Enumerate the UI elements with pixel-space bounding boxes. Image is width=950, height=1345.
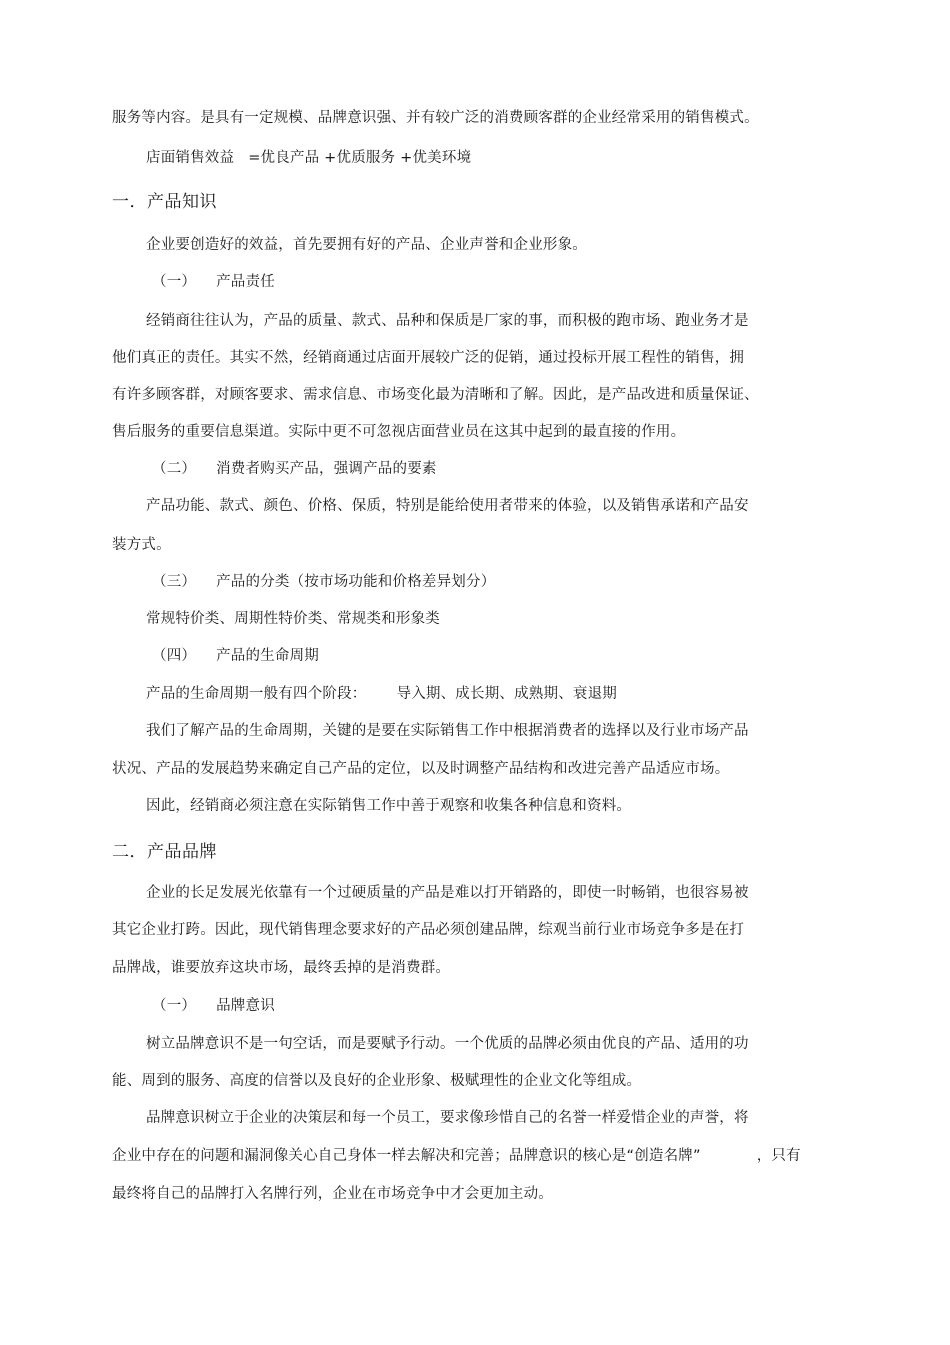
subheading-purchase-factors [152,459,437,479]
formula-label: 店面销售效益 [146,150,235,166]
intro-paragraph-line: 服务等内容。是具有一定规模、品牌意识强、并有较广泛的消费顾客群的企业经常采用的销售模式。 [112,110,759,126]
subheading-product-lifecycle [152,646,319,666]
subheading-title: 产品的生命周期 [216,648,320,664]
subheading-number: （三） [152,574,197,590]
subheading-title: 消费者购买产品，强调产品的要素 [216,461,437,477]
paragraph-line: 有许多顾客群，对顾客要求、需求信息、市场变化最为清晰和了解。因此，是产品改进和质量保证、 [112,387,759,403]
stages-label: 产品的生命周期一般有四个阶段： [146,686,367,702]
subheading-title: 产品责任 [216,274,275,290]
paragraph-line: 企业的长足发展光依靠有一个过硬质量的产品是难以打开销路的，即使一时畅销，也很容易被 [146,885,749,901]
subheading-brand-awareness [152,996,275,1016]
paragraph-line: 因此，经销商必须注意在实际销售工作中善于观察和收集各种信息和资料。 [146,798,632,814]
section-heading-product-knowledge: 一．产品知识 [112,192,217,212]
paragraph-line [112,1146,801,1166]
paragraph-line: 装方式。 [112,537,171,553]
paragraph-line: 常规特价类、周期性特价类、常规类和形象类 [146,611,440,627]
subheading-title: 品牌意识 [216,998,275,1014]
paragraph-line: 能、周到的服务、高度的信誉以及良好的企业形象、极赋理性的企业文化等组成。 [112,1073,642,1089]
formula-line [146,148,471,168]
paragraph-line: 他们真正的责任。其实不然，经销商通过店面开展较广泛的促销，通过投标开展工程性的销售，拥 [112,350,745,366]
section-heading-product-brand: 二．产品品牌 [112,842,217,862]
paragraph-line: 状况、产品的发展趋势来确定自己产品的定位，以及时调整产品结构和改进完善产品适应市场。 [112,761,730,777]
subheading-title: 产品的分类（按市场功能和价格差异划分） [216,574,496,590]
paragraph-line: 树立品牌意识不是一句空话，而是要赋予行动。一个优质的品牌必须由优良的产品、适用的功 [146,1036,749,1052]
paragraph-line: 品牌意识树立于企业的决策层和每一个员工，要求像珍惜自己的名誉一样爱惜企业的声誉，将 [146,1110,749,1126]
subheading-number: （一） [152,998,197,1014]
subheading-number: （二） [152,461,197,477]
subheading-product-classification [152,572,495,592]
paragraph-line: 其它企业打跨。因此，现代销售理念要求好的产品必须创建品牌，综观当前行业市场竞争多是在打 [112,922,745,938]
paragraph-line: 经销商往往认为，产品的质量、款式、品种和保质是厂家的事，而积极的跑市场、跑业务才是 [146,313,749,329]
stages-list: 导入期、成长期、成熟期、衰退期 [396,686,617,702]
formula-terms: =优良产品 +优质服务 +优美环境 [248,150,472,166]
paragraph-line: 售后服务的重要信息渠道。实际中更不可忽视店面营业员在这其中起到的最直接的作用。 [112,424,686,440]
paragraph-text-tail: ，只有 [756,1148,801,1164]
lifecycle-stages-line [146,684,617,704]
paragraph-text: 企业中存在的问题和漏洞像关心自己身体一样去解决和完善；品牌意识的核心是“创造名牌” [112,1148,701,1164]
paragraph-line: 我们了解产品的生命周期，关键的是要在实际销售工作中根据消费者的选择以及行业市场产品 [146,723,749,739]
paragraph-line: 最终将自己的品牌打入名牌行列，企业在市场竞争中才会更加主动。 [112,1186,553,1202]
subheading-product-responsibility [152,272,275,292]
paragraph-line: 产品功能、款式、颜色、价格、保质，特别是能给使用者带来的体验，以及销售承诺和产品安 [146,498,749,514]
section1-intro: 企业要创造好的效益，首先要拥有好的产品、企业声誉和企业形象。 [146,237,587,253]
subheading-number: （四） [152,648,197,664]
subheading-number: （一） [152,274,197,290]
paragraph-line: 品牌战，谁要放弃这块市场，最终丢掉的是消费群。 [112,960,451,976]
